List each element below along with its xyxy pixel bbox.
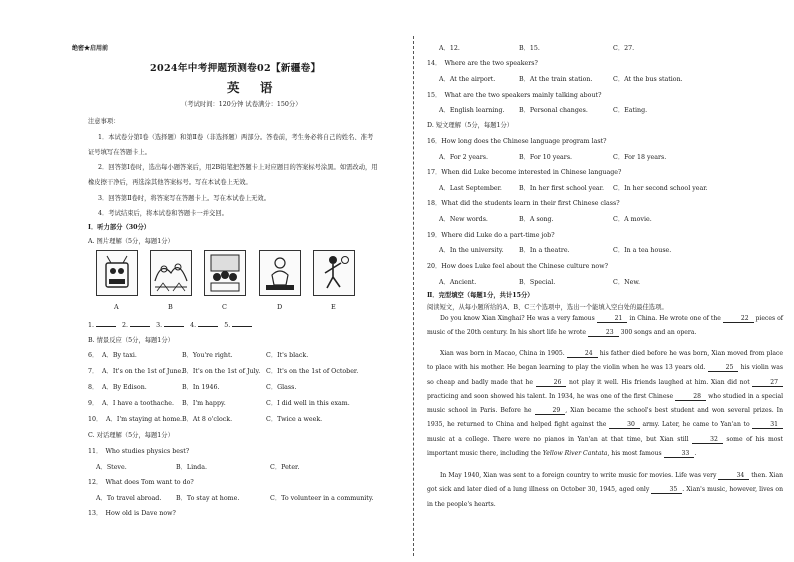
cloze-blank[interactable]: 25 <box>708 364 739 372</box>
option-a[interactable]: A．At the airport. <box>439 76 496 83</box>
option-c[interactable]: C．A movie. <box>613 216 652 223</box>
answer-blank[interactable] <box>96 319 116 327</box>
cloze-blank[interactable]: 35 <box>651 486 682 494</box>
option-b[interactable]: B．In 1946. <box>182 384 220 391</box>
option-a[interactable]: A．I'm staying at home. <box>106 416 183 423</box>
cloze-paragraph-3: In May 1940, Xian was sent to a foreign country to write music for movies. Life was very 34 then. Xian got sick and later died of a lung illness on October 30, 1945, aged only 35 . Xian's music, however, lives on in the people's hearts. <box>427 472 784 508</box>
picture-d <box>259 250 301 296</box>
q-number: 6． <box>88 352 99 359</box>
question-text: 17．When did Luke become interested in Chinese language? <box>427 169 622 176</box>
q-number: 8． <box>88 384 99 391</box>
option-b[interactable]: B．In a theatre. <box>519 247 570 254</box>
option-a[interactable]: A．For 2 years. <box>439 154 488 161</box>
picture-label-a: A <box>114 303 119 311</box>
option-b[interactable]: B．I'm happy. <box>182 400 226 407</box>
part-a-heading: A. 图片理解（5分，每题1分） <box>88 238 174 245</box>
option-c[interactable]: C．In a tea house. <box>613 247 672 254</box>
answer-blank[interactable] <box>198 319 218 327</box>
option-c[interactable]: C．Eating. <box>613 107 648 114</box>
answer-blanks-row <box>88 319 252 329</box>
option-c[interactable]: C．It's on the 1st of October. <box>266 368 359 375</box>
cloze-blank[interactable]: 22 <box>723 315 754 323</box>
option-c[interactable]: C．Peter. <box>270 464 300 471</box>
option-c[interactable]: C．In her second school year. <box>613 185 708 192</box>
picture-label-b: B <box>168 303 173 311</box>
option-a[interactable]: A．12. <box>439 45 460 52</box>
secret-mark: 绝密★启用前 <box>72 45 109 52</box>
option-a[interactable]: A．English learning. <box>439 107 505 114</box>
option-b[interactable]: B．In her first school year. <box>519 185 605 192</box>
exam-info: （考试时间：120分钟 试卷满分：150分） <box>181 101 302 108</box>
cloze-blank[interactable]: 23 <box>588 329 619 337</box>
option-b[interactable]: B．You're right. <box>182 352 233 359</box>
option-c[interactable]: C．To volunteer in a community. <box>270 495 374 502</box>
option-c[interactable]: C．Twice a week. <box>266 416 323 423</box>
option-c[interactable]: C．I did well in this exam. <box>266 400 350 407</box>
question-text: 13． How old is Dave now? <box>88 510 176 517</box>
question-text: 16．How long does the Chinese language program last? <box>427 138 607 145</box>
blank-number: 2. <box>122 322 129 329</box>
cloze-blank[interactable]: 27 <box>752 379 783 387</box>
subject-title: 英 语 <box>227 80 281 95</box>
picture-a <box>96 250 138 296</box>
picture-c <box>204 250 246 296</box>
question-text: 20．How does Luke feel about the Chinese culture now? <box>427 263 608 270</box>
blank-number: 3. <box>156 322 163 329</box>
cloze-blank[interactable]: 28 <box>675 393 706 401</box>
option-a[interactable]: A．It's on the 1st of June. <box>102 368 184 375</box>
picture-label-d: D <box>277 303 283 311</box>
column-divider <box>413 36 414 556</box>
option-b[interactable]: B．Special. <box>519 279 556 286</box>
picture-label-c: C <box>222 303 227 311</box>
option-a[interactable]: A．New words. <box>439 216 488 223</box>
option-a[interactable]: A．In the university. <box>439 247 504 254</box>
question-text: 15． What are the two speakers mainly talking about? <box>427 92 602 99</box>
cloze-blank[interactable]: 29 <box>535 407 566 415</box>
blank-number: 1. <box>88 322 95 329</box>
notes-heading: 注意事项： <box>88 118 120 125</box>
cloze-paragraph-2: Xian was born in Macao, China in 1905. 24 his father died before he was born, Xian moved from place to place with his mother. He began learning to play the violin when he was 13 years old. 25 his violin was so cheap and badly made that he 26 not play it well. His friends laughed at him. Xian did not 27 practicing and soon showed his talent. In 1934, he was one of the first Chinese 28 who studied in a special music school in Paris. Before he 29 , Xian became the school's best student and won several prizes. In 1935, he returned to China and helped fight against the 30 army. Later, he came to Yan'an to 31 music at a college. There were no pianos in Yan'an at that time, but Xian still 32 some of his most important music there, including the Yellow River Cantata, his most famous 33 . <box>427 350 784 458</box>
option-a[interactable]: A．Steve. <box>96 464 127 471</box>
q-number: 7． <box>88 368 99 375</box>
option-b[interactable]: B．Personal changes. <box>519 107 588 114</box>
option-a[interactable]: A．To travel abroad. <box>96 495 162 502</box>
option-a[interactable]: A．Last September. <box>439 185 502 192</box>
question-text: 12． What does Tom want to do? <box>88 479 194 486</box>
exam-title: 2024年中考押题预测卷02【新疆卷】 <box>150 63 321 74</box>
option-a[interactable]: A．By Edison. <box>102 384 147 391</box>
answer-blank[interactable] <box>130 319 150 327</box>
answer-blank[interactable] <box>232 319 252 327</box>
cloze-blank[interactable]: 33 <box>664 450 695 458</box>
option-b[interactable]: B．At the train station. <box>519 76 593 83</box>
option-b[interactable]: B．It's on the 1st of July. <box>182 368 261 375</box>
cloze-heading: Ⅱ．完型填空（每题1分，共计15分） <box>427 292 534 299</box>
note-2: 2．回答第Ⅰ卷时，选出每小题答案后，用2B铅笔把答题卡上对应题目的答案标号涂黑。如需改动，用 <box>98 164 378 171</box>
picture-b <box>150 250 192 296</box>
question-text: 11． Who studies physics best? <box>88 448 190 455</box>
cloze-blank[interactable]: 24 <box>567 350 598 358</box>
option-a[interactable]: A．By taxi. <box>102 352 137 359</box>
q-number: 9． <box>88 400 99 407</box>
option-c[interactable]: C．It's black. <box>266 352 309 359</box>
part-c-heading: C. 对话理解（5分，每题1分） <box>88 432 174 439</box>
option-b[interactable]: B．For 10 years. <box>519 154 573 161</box>
option-b[interactable]: B．At 8 o'clock. <box>182 416 233 423</box>
option-c[interactable]: C．New. <box>613 279 640 286</box>
q-number: 10． <box>88 416 103 423</box>
option-c[interactable]: C．Glass. <box>266 384 297 391</box>
cloze-blank[interactable]: 31 <box>752 421 783 429</box>
answer-blank[interactable] <box>164 319 184 327</box>
note-3: 3．回答第Ⅱ卷时，将答案写在答题卡上。写在本试卷上无效。 <box>98 195 271 202</box>
option-b[interactable]: B．A song. <box>519 216 554 223</box>
cloze-paragraph-1: Do you know Xian Xinghai? He was a very famous 21 in China. He wrote one of the 22 pieces of music of the 20th century. In his short life he wrote 23 300 songs and an opera. <box>427 315 784 337</box>
note-1-cont: 证号填写在答题卡上。 <box>88 149 151 156</box>
option-b[interactable]: B．15. <box>519 45 540 52</box>
option-c[interactable]: C．For 18 years. <box>613 154 667 161</box>
cloze-blank[interactable]: 30 <box>609 421 640 429</box>
option-a[interactable]: A．Ancient. <box>439 279 477 286</box>
option-b[interactable]: B．To stay at home. <box>176 495 240 502</box>
option-a[interactable]: A．I have a toothache. <box>102 400 174 407</box>
blank-number: 4. <box>190 322 197 329</box>
cloze-instruction: 阅读短文，从每小题所给的A、B、C三个选项中，选出一个能填入空白处的最佳选项。 <box>427 304 668 311</box>
cloze-blank[interactable]: 21 <box>597 315 628 323</box>
picture-label-e: E <box>331 303 336 311</box>
part-b-heading: B. 情景反应（5分，每题1分） <box>88 337 174 344</box>
cloze-blank[interactable]: 32 <box>692 436 723 444</box>
option-b[interactable]: B．Linda. <box>176 464 207 471</box>
question-text: 19．Where did Luke do a part-time job? <box>427 232 555 239</box>
listening-heading: Ⅰ．听力部分（30分） <box>88 224 151 231</box>
blank-number: 5. <box>224 322 231 329</box>
part-d-heading: D. 短文理解（5分，每题1分） <box>427 122 514 129</box>
note-4: 4．考试结束后，将本试卷和答题卡一并交回。 <box>98 210 228 217</box>
question-text: 14． Where are the two speakers? <box>427 60 538 67</box>
option-c[interactable]: C．27. <box>613 45 635 52</box>
picture-e <box>313 250 355 296</box>
option-c[interactable]: C．At the bus station. <box>613 76 683 83</box>
note-2-cont: 橡皮擦干净后，再选涂其他答案标号。写在本试卷上无效。 <box>88 179 252 186</box>
cloze-blank[interactable]: 26 <box>536 379 567 387</box>
question-text: 18．What did the students learn in their first Chinese class? <box>427 200 620 207</box>
note-1: 1．本试卷分第Ⅰ卷（选择题）和第Ⅱ卷（非选择题）两部分。答卷前，考生务必将自己的姓名、准考 <box>98 134 374 141</box>
cloze-blank[interactable]: 34 <box>718 472 749 480</box>
